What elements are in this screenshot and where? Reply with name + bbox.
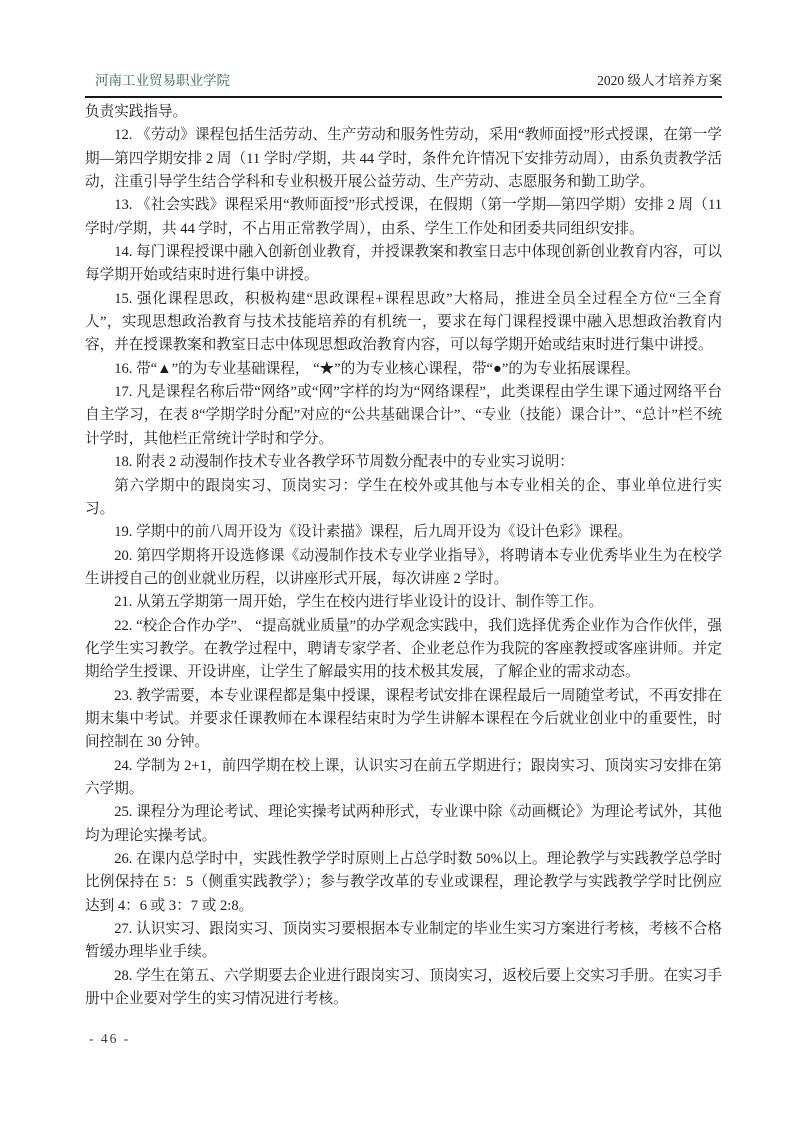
paragraph: 26. 在课内总学时中，实践性教学学时原则上占总学时数 50%以上。理论教学与实践教学总学时比例保持在 5：5（侧重实践教学）；参与教学改革的专业或课程，理论教学与实践教学学时比例应达到 4：6 或 3：7 或 2:8。 (85, 851, 722, 914)
paragraph: 28. 学生在第五、六学期要去企业进行跟岗实习、顶岗实习，返校后要上交实习手册。在实习手册中企业要对学生的实习情况进行考核。 (85, 967, 722, 1008)
document-body (85, 101, 722, 1011)
paragraph: 20. 第四学期将开设选修课《动漫制作技术专业学业指导》，将聘请本专业优秀毕业生为在校学生讲授自己的创业就业历程，以讲座形式开展，每次讲座 2 学时。 (85, 547, 722, 587)
paragraph: 21. 从第五学期第一周开始，学生在校内进行毕业设计的设计、制作等工作。 (114, 594, 604, 611)
paragraph: 15. 强化课程思政，积极构建“思政课程+课程思政”大格局，推进全员全过程全方位“三全育人”，实现思想政治教育与技术技能培养的有机统一，要求在每门课程授课中融入思想政治教育内容，并在授课教案和教室日志中体现思想政治教育内容，可以每学期开始或结束时进行集中讲授。 (85, 290, 722, 354)
paragraph: 12. 《劳动》课程包括生活劳动、生产劳动和服务性劳动，采用“教师面授”形式授课，在第一学期—第四学期安排 2 周（11 学时/学期，共 44 学时，条件允许情况下安排劳动周），由系负责教学活动，注重引导学生结合学科和专业积极开展公益劳动、生产劳动、志愿服务和勤工助学。 (85, 127, 722, 191)
paragraph: 16. 带“▲”的为专业基础课程， “★”的为专业核心课程，带“●”的为专业拓展课程。 (114, 360, 640, 377)
paragraph: 第六学期中的跟岗实习、顶岗实习：学生在校外或其他与本专业相关的企、事业单位进行实习。 (85, 477, 722, 517)
paragraph: 14. 每门课程授课中融入创新创业教育，并授课教案和教室日志中体现创新创业教育内容，可以每学期开始或结束时进行集中讲授。 (85, 244, 722, 284)
paragraph: 22. “校企合作办学”、 “提高就业质量”的办学观念实践中，我们选择优秀企业作为合作伙伴，强化学生实习教学。在教学过程中，聘请专家学者、企业老总作为我院的客座教授或客座讲师。并定期给学生授课、开设讲座，让学生了解最实用的技术极其发展，了解企业的需求动态。 (85, 617, 722, 681)
paragraph: 17. 凡是课程名称后带“网络”或“网”字样的均为“网络课程”，此类课程由学生课下通过网络平台自主学习，在表 8“学期学时分配”对应的“公共基础课合计”、“专业（技能）课合计”、“总计”栏不统计学时，其他栏正常统计学时和学分。 (85, 384, 722, 447)
page-header (85, 72, 722, 94)
header-school-name: 河南工业贸易职业学院 (95, 73, 230, 88)
paragraph: 27. 认识实习、跟岗实习、顶岗实习要根据本专业制定的毕业生实习方案进行考核，考核不合格暂缓办理毕业手续。 (85, 921, 722, 961)
paragraph: 负责实践指导。 (85, 104, 188, 120)
paragraph: 23. 教学需要，本专业课程都是集中授课，课程考试安排在课程最后一周随堂考试，不再安排在期末集中考试。并要求任课教师在本课程结束时为学生讲解本课程在今后就业创业中的重要性，时间控制在 30 分钟。 (85, 687, 722, 751)
page-number: - 46 - (89, 1031, 131, 1046)
paragraph: 24. 学制为 2+1，前四学期在校上课，认识实习在前五学期进行；跟岗实习、顶岗实习安排在第六学期。 (85, 757, 722, 797)
header-doc-title: 2020 级人才培养方案 (597, 73, 722, 88)
paragraph: 18. 附表 2 动漫制作技术专业各教学环节周数分配表中的专业实习说明： (114, 454, 574, 471)
header-rule (85, 96, 722, 98)
paragraph: 13. 《社会实践》课程采用“教师面授”形式授课，在假期（第一学期—第四学期）安排 2 周（11 学时/学期，共 44 学时，不占用正常教学周），由系、学生工作处和团委共同组织安排。 (85, 197, 722, 237)
paragraph: 19. 学期中的前八周开设为《设计素描》课程，后九周开设为《设计色彩》课程。 (114, 524, 633, 541)
paragraph: 25. 课程分为理论考试、理论实操考试两种形式，专业课中除《动画概论》为理论考试外，其他均为理论实操考试。 (85, 804, 722, 844)
